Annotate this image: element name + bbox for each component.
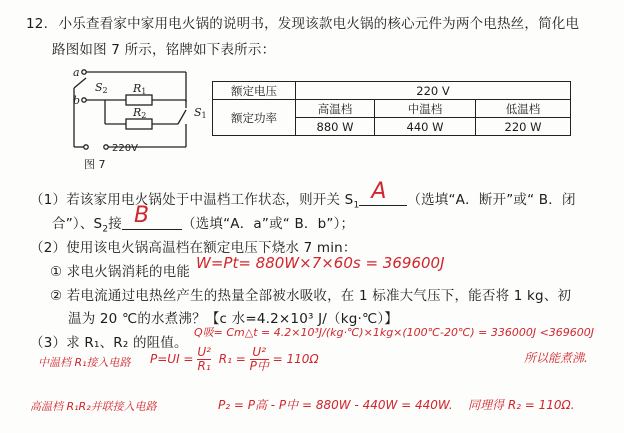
supply-terminal-right <box>104 145 108 149</box>
q1-line2: 合”）、$S_2$接 B （选填“A．a”或“ B．b”）； <box>52 203 355 235</box>
label-r1: R <box>133 82 142 95</box>
val-low: 220 W <box>476 118 571 136</box>
svg-text:S1: S1 <box>194 106 207 120</box>
svg-text:R1: R1 <box>133 82 147 96</box>
label-a: a <box>73 66 80 79</box>
circuit-diagram <box>60 64 210 172</box>
q2-sub1: ① 求电火锅消耗的电能 <box>50 264 191 280</box>
svg-text:S2: S2 <box>95 81 108 95</box>
handwritten-energy: W=Pt= 880W×7×60s = 369600J <box>196 254 445 272</box>
col-low: 低温档 <box>476 100 571 118</box>
q2-sub2-line2: 温为 20 ℃的水煮沸？【c 水=4.2×10³ J/（kg·℃）】 <box>68 311 399 327</box>
terminal-b <box>82 98 86 102</box>
rated-voltage-label: 额定电压 <box>213 82 296 100</box>
handwritten-conclusion: 所以能煮沸. <box>524 351 588 365</box>
problem-number: 12. <box>26 16 49 32</box>
q1-answer-s1: A <box>371 179 387 204</box>
problem-intro-line2: 路图如图 7 所示，铭牌如下表所示： <box>52 42 276 58</box>
label-voltage: 220V <box>112 143 138 154</box>
q2-line1: （2）使用该电火锅高温档在额定电压下烧水 7 min： <box>30 240 357 256</box>
svg-text:R2: R2 <box>133 106 147 120</box>
label-s2: S <box>95 81 103 94</box>
switch-s2 <box>74 78 86 88</box>
nameplate-table <box>212 81 571 136</box>
handwritten-high-calc: P₂ = P高 - P中 = 880W - 440W = 440W. <box>218 398 453 412</box>
val-mid: 440 W <box>375 118 476 136</box>
label-b: b <box>73 94 81 107</box>
resistor-r2 <box>126 119 152 129</box>
col-mid: 中温档 <box>375 100 476 118</box>
switch-s1 <box>178 110 186 124</box>
val-high: 880 W <box>296 118 375 136</box>
handwritten-high-mode: 高温档 R₁R₂并联接入电路 <box>30 400 157 413</box>
q3-line1: （3）求 R₁、R₂ 的阻值。 <box>30 335 188 351</box>
q1-line1: （1）若该家用电火锅处于中温档工作状态，则开关 $S_1$ A （选填“A．断开”或“ B．闭 <box>30 179 576 211</box>
col-high: 高温档 <box>296 100 375 118</box>
handwritten-mid-calc: P=UI = $\frac{\text{U²}}{\text{R₁}}$ R₁ = U² P中 = 110Ω <box>150 345 319 373</box>
figure-caption: 图 7 <box>84 158 106 171</box>
label-s1: S <box>194 106 202 119</box>
handwritten-high-result: 同理得 R₂ = 110Ω. <box>468 398 575 412</box>
terminal-a <box>82 70 86 74</box>
q2-sub2: ② 若电流通过电热丝产生的热量全部被水吸收，在 1 标准大气压下，能否将 1 kg、初 <box>50 288 572 304</box>
supply-terminal-left <box>84 145 88 149</box>
rated-power-label: 额定功率 <box>213 100 296 136</box>
handwritten-heat: Q吸= Cm△t = 4.2×10³J/(kg·℃)×1kg×(100℃-20℃) = 336000J <369600J <box>194 326 595 339</box>
problem-intro-line1: 小乐查看家中家用电火锅的说明书，发现该款电火锅的核心元件为两个电热丝，简化电 <box>58 16 580 32</box>
rated-voltage-value: 220 V <box>296 82 571 100</box>
handwritten-mid-mode: 中温档 R₁接入电路 <box>38 356 131 369</box>
label-r2: R <box>133 106 142 119</box>
q1-answer-s2: B <box>133 203 150 228</box>
resistor-r1 <box>126 95 152 105</box>
